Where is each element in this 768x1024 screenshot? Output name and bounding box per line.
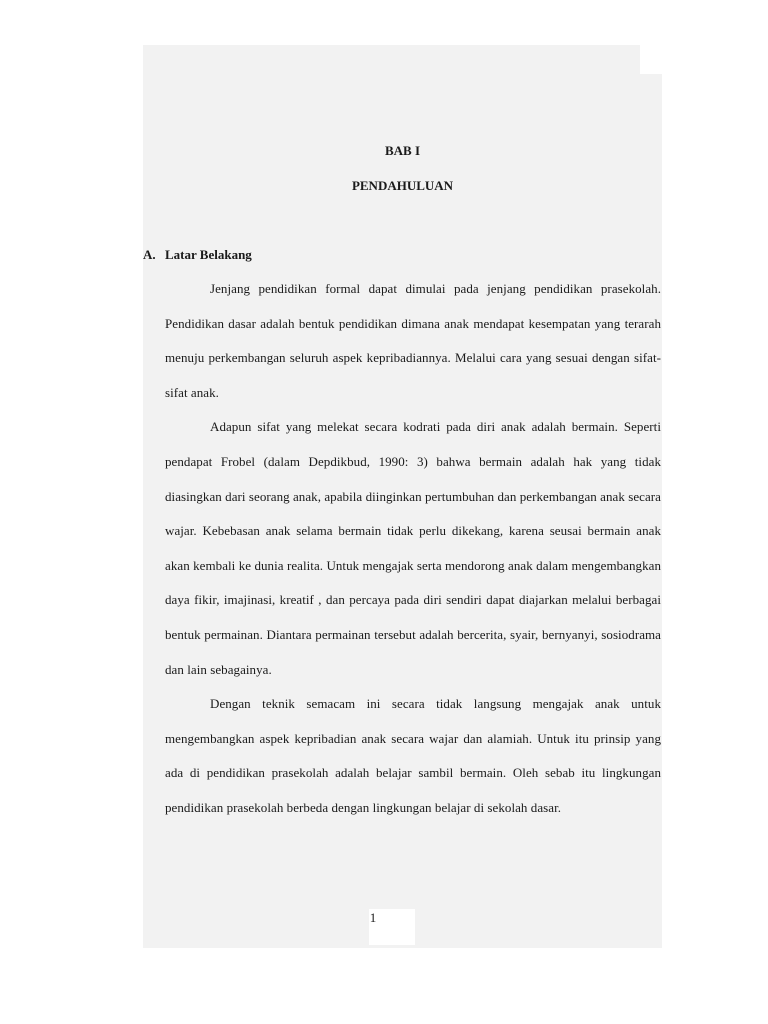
chapter-number: BAB I	[384, 143, 421, 158]
section-heading	[143, 247, 252, 263]
paragraph-2: Adapun sifat yang melekat secara kodrati pada diri anak adalah bermain. Seperti pendapat Frobel (dalam Depdikbud, 1990: 3) bahwa bermain adalah hak yang tidak diasingkan dari seorang anak, apabila diinginkan pertumbuhan dan perkembangan anak secara wajar. Kebebasan anak selama bermain tidak perlu dikekang, karena seusai bermain anak akan kembali ke dunia realita. Untuk mengajak serta mendorong anak dalam mengembangkan daya fikir, imajinasi, kreatif , dan percaya pada diri sendiri dapat diajarkan melalui berbagai bentuk permainan. Diantara permainan tersebut adalah bercerita, syair, bernyanyi, sosiodrama dan lain sebagainya.	[165, 419, 661, 677]
paragraph-1: Jenjang pendidikan formal dapat dimulai pada jenjang pendidikan prasekolah. Pendidikan dasar adalah bentuk pendidikan dimana anak mendapat kesempatan yang terarah menuju perkembangan seluruh aspek kepribadiannya. Melalui cara yang sesuai dengan sifat-sifat anak.	[165, 281, 661, 400]
page-number: 1	[369, 910, 377, 925]
section-label: A.	[143, 247, 156, 262]
chapter-title: PENDAHULUAN	[351, 178, 454, 193]
paragraph-3: Dengan teknik semacam ini secara tidak langsung mengajak anak untuk mengembangkan aspek kepribadian anak secara wajar dan alamiah. Untuk itu prinsip yang ada di pendidikan prasekolah adalah belajar sambil bermain. Oleh sebab itu lingkungan pendidikan prasekolah berbeda dengan lingkungan belajar di sekolah dasar.	[165, 696, 661, 815]
page-corner-mask	[640, 45, 662, 74]
section-title: Latar Belakang	[165, 247, 252, 262]
body-text	[165, 272, 661, 826]
